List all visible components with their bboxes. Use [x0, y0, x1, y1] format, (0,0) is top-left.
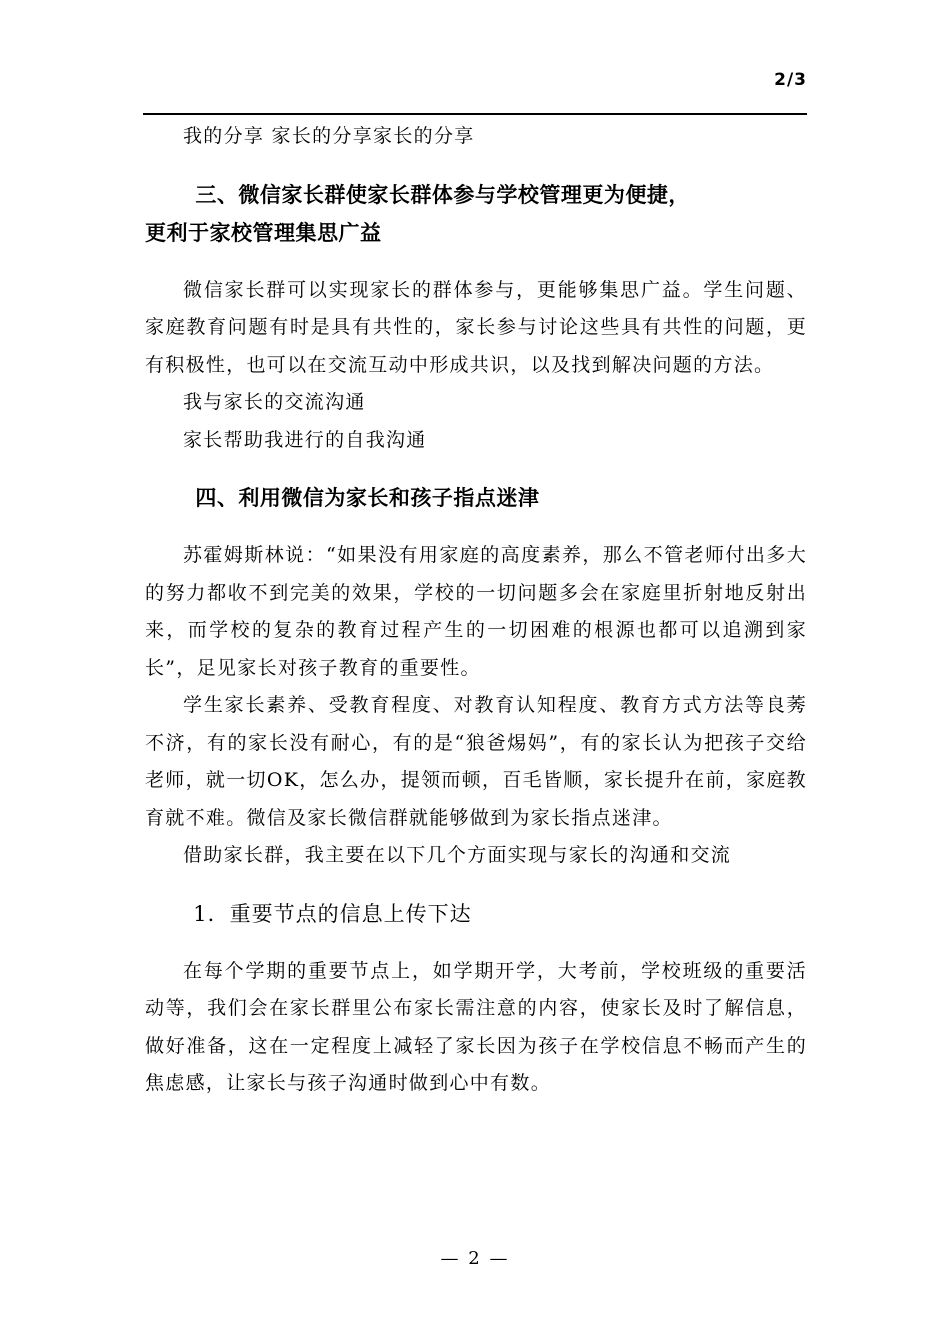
- section-heading-3-continued: 更利于家校管理集思广益: [145, 220, 382, 245]
- section-heading-4: 四、利用微信为家长和孩子指点迷津: [195, 486, 540, 510]
- paragraph-parent-quality: 学生家长素养、受教育程度、对教育认知程度、教育方式方法等良莠不济，有的家长没有耐心，有的是“狼爸焬妈”，有的家长认为把孩子交给老师，就一切OK，怎么办，提领而顿，百毛皆顺，家长提升在前，家庭教育就不难。微信及家长微信群就能够做到为家长指点迷津。: [145, 694, 807, 829]
- subsection-heading-1: 1．重要节点的信息上传下达: [193, 901, 472, 926]
- paragraph-group-participation: 微信家长群可以实现家长的群体参与，更能够集思广益。学生问题、家庭教育问题有时是具有共性的，家长参与讨论这些具有共性的问题，更有积极性，也可以在交流互动中形成共识，以及找到解决问题的方法。: [145, 278, 807, 376]
- paragraph-self-communication: 家长帮助我进行的自我沟通: [183, 428, 427, 451]
- paragraph-key-nodes: 在每个学期的重要节点上，如学期开学，大考前，学校班级的重要活动等，我们会在家长群里公布家长需注意的内容，使家长及时了解信息，做好准备，这在一定程度上减轻了家长因为孩子在学校信息不畅而产生的焦虑感，让家长与孩子沟通时做到心中有数。: [145, 959, 807, 1094]
- paragraph-share: 我的分享 家长的分享家长的分享: [183, 125, 475, 147]
- paragraph-quote: 苏霍姆斯林说：“如果没有用家庭的高度素养，那么不管老师付出多大的努力都收不到完美的效果，学校的一切问题多会在家庭里折射地反射出来，而学校的复杂的教育过程产生的一切困难的根源也都可以追溯到家长”，足见家长对孩子教育的重要性。: [145, 544, 807, 679]
- paragraph-ways: 借助家长群，我主要在以下几个方面实现与家长的沟通和交流: [183, 844, 732, 866]
- section-heading-3: 三、微信家长群使家长群体参与学校管理更为便捷，: [195, 182, 690, 207]
- footer-page-number: — 2 —: [440, 1248, 510, 1269]
- paragraph-communication: 我与家长的交流沟通: [183, 391, 366, 413]
- header-page-indicator: 2/3: [774, 70, 807, 90]
- document-body: [145, 118, 807, 1103]
- header-rule: [143, 113, 807, 115]
